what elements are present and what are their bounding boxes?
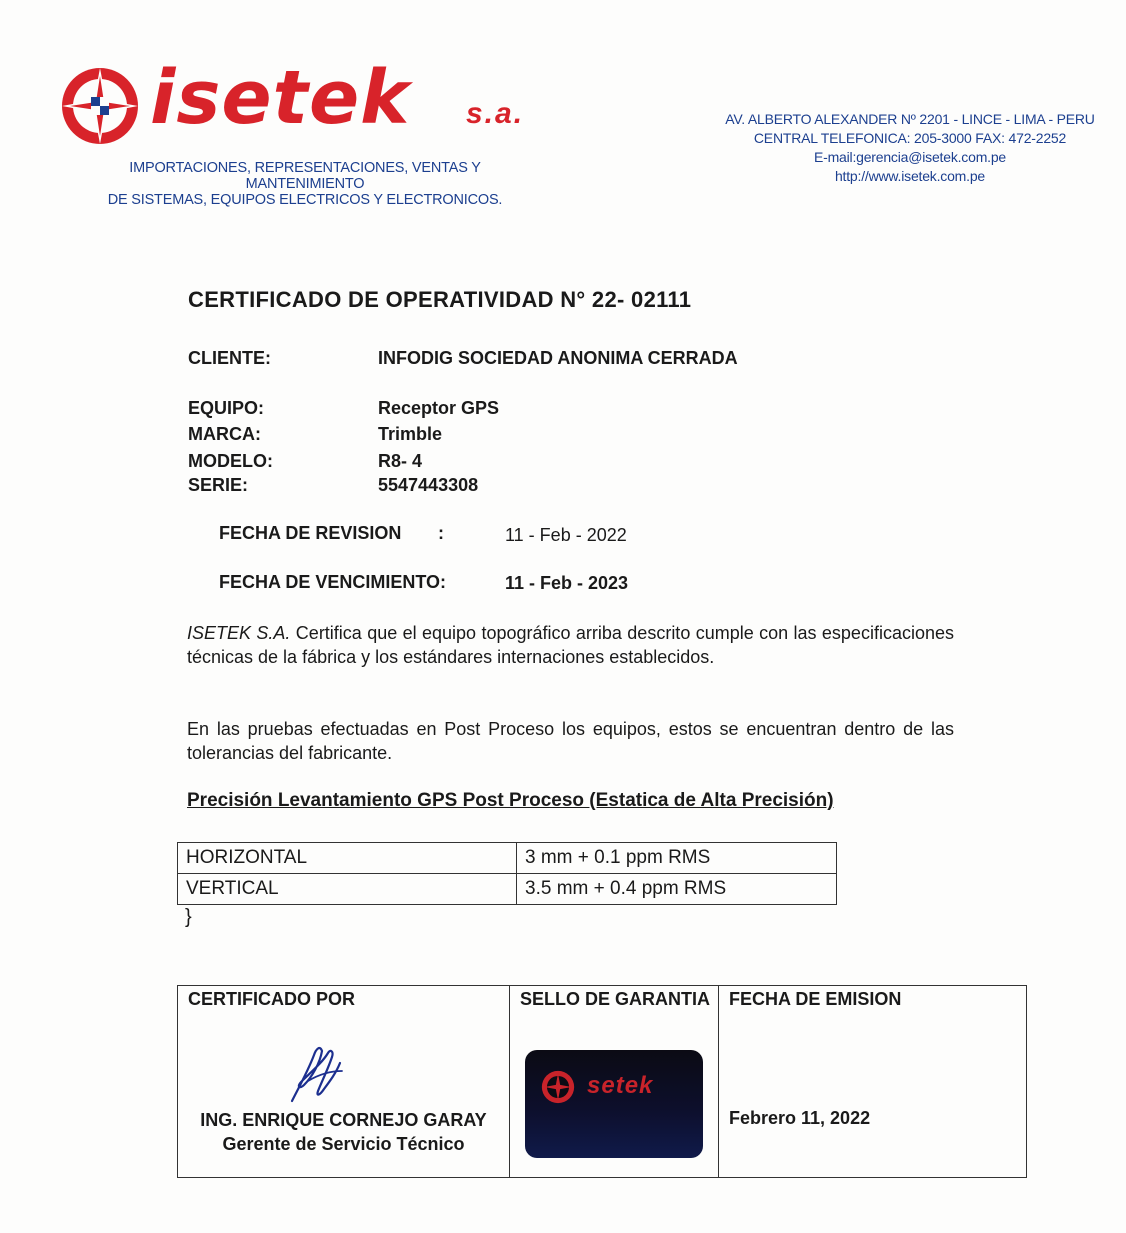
cliente-label: CLIENTE:	[188, 348, 271, 368]
company-contact-block	[690, 110, 1126, 186]
contact-website: http://www.isetek.com.pe	[834, 168, 986, 184]
certification-text: Certifica que el equipo topográfico arriba descrito cumple con las especificaciones técnicas de la fábrica y los estándares internaciones establecidos.	[187, 623, 954, 667]
signer-block	[178, 1108, 509, 1156]
signature-table	[177, 985, 1027, 1178]
signer-role: Gerente de Servicio Técnico	[222, 1134, 465, 1154]
company-tagline	[80, 160, 530, 208]
signer-name: ING. ENRIQUE CORNEJO GARAY	[200, 1110, 487, 1130]
cliente-value: INFODIG SOCIEDAD ANONIMA CERRADA	[378, 348, 738, 368]
certification-paragraph	[187, 621, 954, 669]
precision-label-cell: VERTICAL	[178, 874, 517, 905]
marca-label: MARCA:	[188, 424, 261, 444]
precision-value-cell: 3 mm + 0.1 ppm RMS	[517, 843, 837, 874]
warranty-seal-header: SELLO DE GARANTIA	[520, 989, 711, 1009]
contact-phone: CENTRAL TELEFONICA: 205-3000 FAX: 472-2252	[753, 130, 1067, 146]
emission-date-cell	[719, 986, 1027, 1178]
seal-brand-text: setek	[587, 1072, 654, 1099]
equipo-value: Receptor GPS	[378, 398, 500, 418]
certified-by-header: CERTIFICADO POR	[188, 989, 356, 1009]
revision-date-label: FECHA DE REVISION	[219, 523, 402, 543]
precision-label-cell: HORIZONTAL	[178, 843, 517, 874]
stray-brace: }	[185, 906, 192, 928]
expiry-date-label: FECHA DE VENCIMIENTO:	[219, 572, 447, 592]
revision-date-value: 11 - Feb - 2022	[505, 525, 627, 545]
emission-date-value: Febrero 11, 2022	[729, 1108, 871, 1128]
expiry-date-value: 11 - Feb - 2023	[505, 573, 629, 593]
test-results-paragraph: En las pruebas efectuadas en Post Proceso los equipos, estos se encuentran dentro de las tolerancias del fabricante.	[187, 719, 954, 763]
modelo-label: MODELO:	[188, 451, 273, 471]
precision-table	[177, 842, 837, 905]
serie-value: 5547443308	[378, 475, 479, 495]
company-name-italic: ISETEK S.A.	[187, 623, 291, 643]
seal-emblem-icon	[541, 1070, 575, 1104]
tagline-line-2: DE SISTEMAS, EQUIPOS ELECTRICOS Y ELECTRONICOS.	[107, 192, 503, 208]
serie-label: SERIE:	[188, 475, 249, 495]
warranty-seal-cell	[510, 986, 719, 1178]
equipo-label: EQUIPO:	[188, 398, 265, 418]
table-row	[178, 843, 837, 874]
certificate-title: CERTIFICADO DE OPERATIVIDAD N° 22- 02111	[188, 287, 692, 312]
contact-address: AV. ALBERTO ALEXANDER Nº 2201 - LINCE - LIMA - PERU	[725, 111, 1095, 127]
handwritten-signature-icon	[278, 1041, 358, 1106]
modelo-value: R8- 4	[378, 451, 423, 471]
company-logo-wordmark: isetek	[150, 55, 411, 141]
certified-by-cell	[178, 986, 510, 1178]
contact-email: E-mail:gerencia@isetek.com.pe	[813, 149, 1007, 165]
emission-date-header: FECHA DE EMISION	[729, 989, 902, 1009]
tagline-line-1: IMPORTACIONES, REPRESENTACIONES, VENTAS Y MANTENIMIENTO	[129, 160, 481, 192]
precision-value-cell: 3.5 mm + 0.4 ppm RMS	[517, 874, 837, 905]
precision-subheading: Precisión Levantamiento GPS Post Proceso (Estatica de Alta Precisión)	[187, 790, 834, 811]
revision-date-colon: :	[438, 523, 444, 543]
company-emblem-icon	[60, 66, 140, 146]
table-row	[178, 874, 837, 905]
warranty-seal-sticker	[525, 1050, 703, 1158]
company-logo-suffix: s.a.	[466, 97, 525, 130]
marca-value: Trimble	[378, 424, 443, 444]
